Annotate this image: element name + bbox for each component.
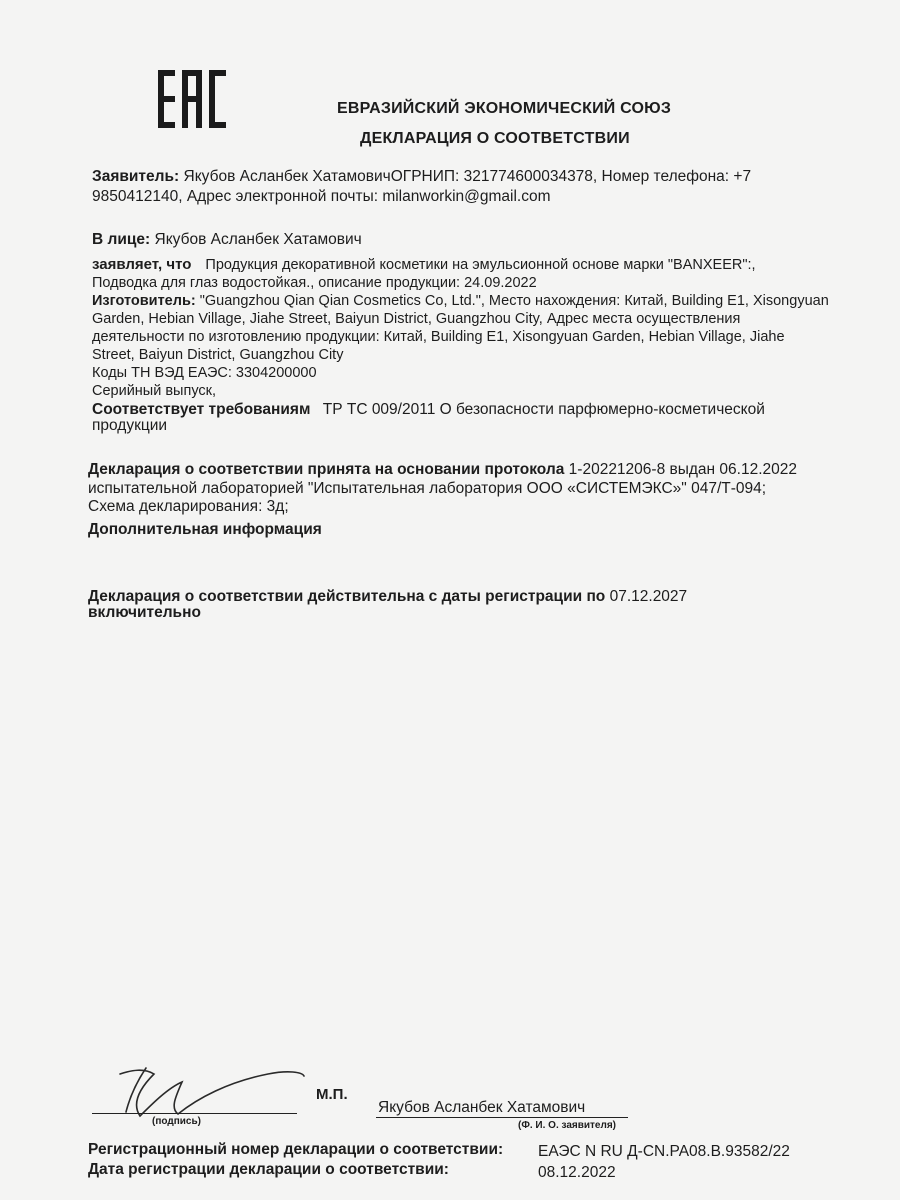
complies-line1 [92, 400, 765, 420]
validity-line2: включительно [88, 604, 201, 621]
declares-line1 [92, 256, 756, 274]
serial-release: Серийный выпуск, [92, 383, 217, 399]
registration-date-label: Дата регистрации декларации о соответствии: [88, 1161, 449, 1178]
complies-line2: продукции [92, 417, 168, 434]
person-line [92, 230, 362, 250]
protocol-line2: испытательной лабораторией "Испытательная лаборатория ООО «СИСТЕМЭКС»" 047/Т-094; [88, 480, 767, 497]
person-value: Якубов Асланбек Хатамович [154, 231, 362, 248]
protocol-label: Декларация о соответствии принята на основании протокола [88, 461, 565, 478]
applicant-label: Заявитель: [92, 168, 180, 185]
registration-date: 08.12.2022 [538, 1164, 616, 1181]
manufacturer-line2: Garden, Hebian Village, Jiahe Street, Baiyun District, Guangzhou City, Адрес места осуществления [92, 311, 741, 327]
complies-label: Соответствует требованиям [92, 401, 311, 418]
eac-logo [158, 70, 228, 128]
declares-line2: Подводка для глаз водостойкая., описание продукции: 24.09.2022 [92, 275, 537, 291]
person-label: В лице: [92, 231, 151, 248]
declares-value: Продукция декоративной косметики на эмульсионной основе марки "BANXEER":, [205, 257, 756, 273]
tn-ved-codes: Коды ТН ВЭД ЕАЭС: 3304200000 [92, 365, 317, 381]
signature-caption: (подпись) [152, 1116, 201, 1127]
declaration-title: ДЕКЛАРАЦИЯ О СООТВЕТСТВИИ [360, 130, 630, 147]
additional-info-label: Дополнительная информация [88, 521, 322, 538]
name-caption: (Ф. И. О. заявителя) [518, 1120, 617, 1131]
complies-value: ТР ТС 009/2011 О безопасности парфюмерно-косметической [322, 401, 765, 418]
protocol-line1 [88, 460, 797, 480]
applicant-value: Якубов Асланбек ХатамовичОГРНИП: 321774600034378, Номер телефона: +7 [183, 168, 752, 185]
manufacturer-line3: деятельности по изготовлению продукции: Китай, Building E1, Xisongyuan Garden, Hebian Village, Jiahe [92, 329, 785, 345]
manufacturer-line4: Street, Baiyun District, Guangzhou City [92, 347, 344, 363]
signature-line [92, 1113, 297, 1114]
registration-number-label: Регистрационный номер декларации о соответствии: [88, 1141, 504, 1158]
manufacturer-line1 [92, 292, 829, 310]
applicant-full-name: Якубов Асланбек Хатамович [378, 1099, 586, 1116]
manufacturer-value: "Guangzhou Qian Qian Cosmetics Co, Ltd.", Место нахождения: Китай, Building E1, Xisongyuan [199, 293, 829, 309]
declaration-scheme: Схема декларирования: 3д; [88, 498, 289, 515]
applicant-signature [98, 1060, 308, 1126]
name-line [376, 1117, 628, 1118]
validity-label: Декларация о соответствии действительна с даты регистрации по [88, 588, 606, 605]
registration-number: ЕАЭС N RU Д-CN.PA08.B.93582/22 [538, 1143, 790, 1160]
applicant-line2: 9850412140, Адрес электронной почты: milanworkin@gmail.com [92, 188, 551, 205]
stamp-place-label: М.П. [316, 1086, 348, 1103]
validity-date: 07.12.2027 [609, 588, 688, 605]
union-title: ЕВРАЗИЙСКИЙ ЭКОНОМИЧЕСКИЙ СОЮЗ [337, 100, 672, 117]
manufacturer-label: Изготовитель: [92, 293, 196, 309]
protocol-value: 1-20221206-8 выдан 06.12.2022 [568, 461, 797, 478]
declares-label: заявляет, что [92, 256, 192, 273]
applicant-line1 [92, 167, 751, 187]
